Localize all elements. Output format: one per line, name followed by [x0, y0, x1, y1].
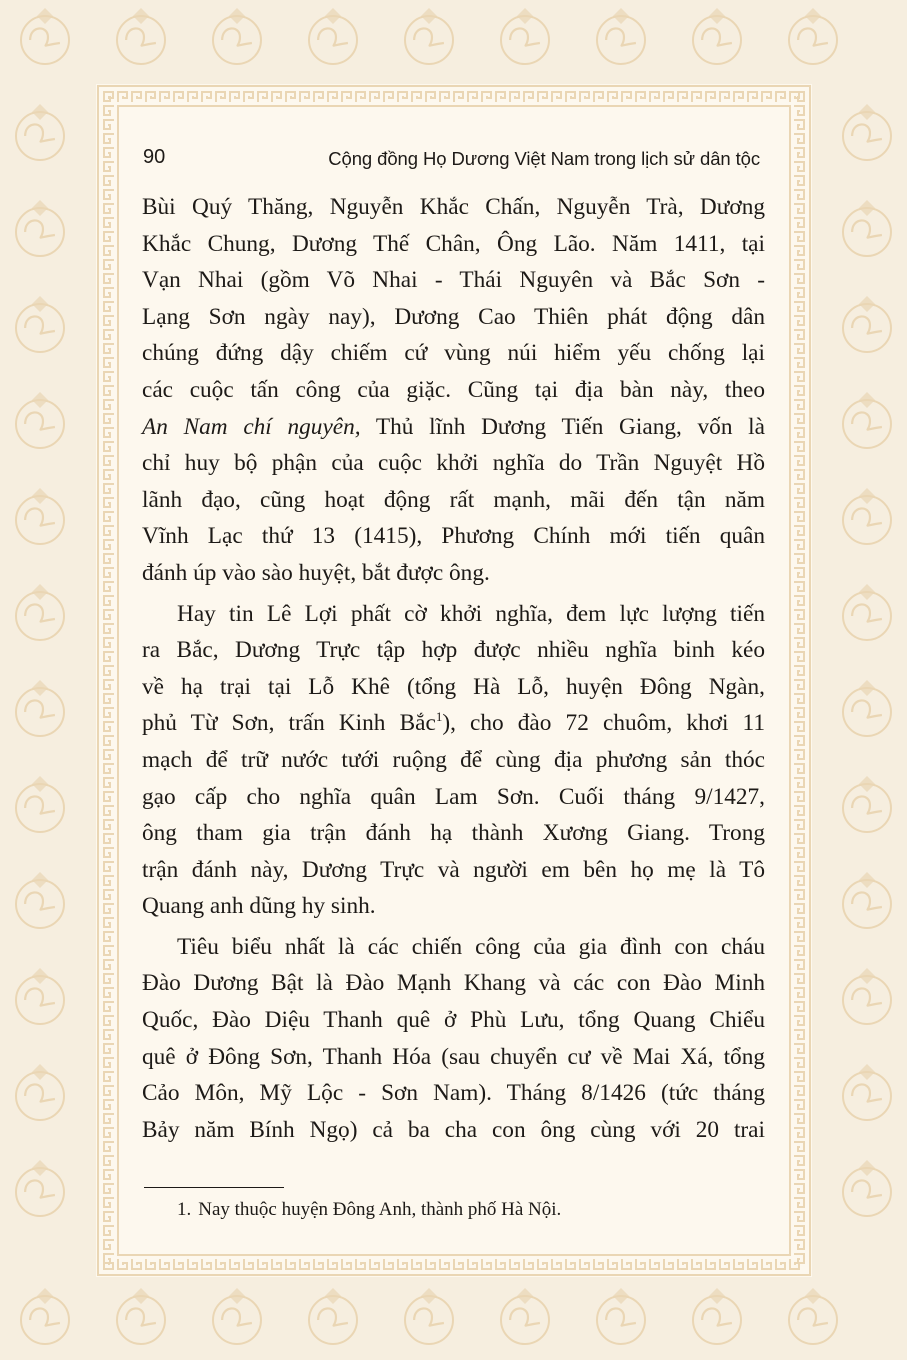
text-line: Cảo Môn, Mỹ Lộc - Sơn Nam). Tháng 8/1426 (tức tháng — [142, 1080, 765, 1107]
text-line: gạo cấp cho nghĩa quân Lam Sơn. Cuối tháng 9/1427, — [142, 783, 765, 810]
dragon-medallion-icon — [16, 968, 64, 1024]
text-line: ra Bắc, Dương Trực tập hợp được nhiều nghĩa binh kéo — [142, 637, 765, 664]
text-line: các cuộc tấn công của giặc. Cũng tại địa bàn này, theo — [142, 376, 765, 403]
dragon-medallion-icon — [843, 392, 891, 448]
paragraph-3 — [142, 929, 765, 1149]
dragon-medallion-icon — [16, 1160, 64, 1216]
text-fragment: ), cho đào 72 chuôm, khơi 11 — [442, 710, 765, 737]
text-line: Vạn Nhai (gồm Võ Nhai - Thái Nguyên và Bắc Sơn - — [142, 267, 765, 294]
dragon-medallion-icon — [789, 8, 837, 64]
text-line: quê ở Đông Sơn, Thanh Hóa (sau chuyển cư về Mai Xá, tổng — [142, 1043, 765, 1070]
text-line: mạch để trữ nước tưới ruộng để cùng địa phương sản thóc — [142, 746, 765, 773]
text-line: Đào Dương Bật là Đào Mạnh Khang và các con Đào Minh — [142, 970, 765, 997]
body-text — [142, 189, 765, 1148]
dragon-medallion-icon — [405, 1288, 453, 1344]
dragon-medallion-icon — [117, 1288, 165, 1344]
text-line: lãnh đạo, cũng hoạt động rất mạnh, mãi đến tận năm — [142, 486, 765, 513]
dragon-medallion-icon — [843, 1064, 891, 1120]
text-line: trận đánh này, Dương Trực và người em bên họ mẹ là Tô — [142, 856, 765, 883]
footnote-text: Nay thuộc huyện Đông Anh, thành phố Hà Nội. — [198, 1199, 562, 1220]
dragon-medallion-icon — [843, 104, 891, 160]
page-number: 90 — [143, 146, 166, 168]
dragon-medallion-icon — [843, 776, 891, 832]
dragon-medallion-icon — [16, 104, 64, 160]
dragon-medallion-icon — [501, 1288, 549, 1344]
dragon-medallion-icon — [16, 1064, 64, 1120]
dragon-medallion-icon — [16, 584, 64, 640]
text-line: đánh úp vào sào huyệt, bắt được ông. — [142, 559, 490, 586]
dragon-medallion-icon — [789, 1288, 837, 1344]
text-line: Bảy năm Bính Ngọ) cả ba cha con ông cùng với 20 trai — [142, 1116, 765, 1143]
dragon-medallion-icon — [21, 1288, 69, 1344]
dragon-medallion-icon — [213, 8, 261, 64]
dragon-medallion-icon — [309, 8, 357, 64]
dragon-medallion-icon — [597, 8, 645, 64]
dragon-medallion-icon — [16, 488, 64, 544]
footnote — [177, 1198, 561, 1222]
footnote-reference: 1 — [435, 709, 443, 725]
dragon-medallion-icon — [843, 584, 891, 640]
dragon-medallion-icon — [117, 8, 165, 64]
text-line: Bùi Quý Thăng, Nguyễn Khắc Chấn, Nguyễn Trà, Dương — [142, 194, 765, 220]
footnote-number: 1. — [177, 1199, 192, 1220]
text-fragment: phủ Từ Sơn, trấn Kinh Bắc — [142, 710, 436, 737]
dragon-medallion-icon — [16, 680, 64, 736]
dragon-medallion-icon — [501, 8, 549, 64]
dragon-medallion-icon — [843, 680, 891, 736]
text-line: về hạ trại tại Lỗ Khê (tổng Hà Lỗ, huyện Đông Ngàn, — [142, 673, 765, 700]
text-line: ông tham gia trận đánh hạ thành Xương Giang. Trong — [142, 820, 765, 847]
text-line: Hay tin Lê Lợi phất cờ khởi nghĩa, đem lực lượng tiến — [177, 600, 765, 627]
text-line: Tiêu biểu nhất là các chiến công của gia đình con cháu — [177, 933, 765, 960]
dragon-medallion-icon — [843, 200, 891, 256]
dragon-medallion-icon — [16, 872, 64, 928]
text-line: Quốc, Đào Diệu Thanh quê ở Phù Lưu, tổng Quang Chiểu — [142, 1007, 765, 1034]
running-title: Cộng đồng Họ Dương Việt Nam trong lịch sử dân tộc — [328, 148, 760, 169]
dragon-medallion-icon — [213, 1288, 261, 1344]
text-line — [142, 705, 765, 742]
text-line: Vĩnh Lạc thứ 13 (1415), Phương Chính mới tiến quân — [142, 523, 765, 550]
book-title: An Nam chí nguyên, — [142, 413, 361, 440]
footnote-divider — [144, 1187, 284, 1188]
page-paper — [96, 84, 812, 1277]
dragon-medallion-icon — [843, 488, 891, 544]
text-line: Quang anh dũng hy sinh. — [142, 893, 376, 920]
paragraph-1 — [142, 189, 765, 592]
dragon-medallion-icon — [693, 8, 741, 64]
dragon-medallion-icon — [843, 1160, 891, 1216]
text-line: chúng đứng dậy chiếm cứ vùng núi hiểm yếu chống lại — [142, 340, 765, 367]
dragon-medallion-icon — [16, 392, 64, 448]
text-line — [142, 409, 765, 446]
text-line: chỉ huy bộ phận của cuộc khởi nghĩa do Trần Nguyệt Hồ — [142, 450, 765, 477]
dragon-medallion-icon — [309, 1288, 357, 1344]
dragon-medallion-icon — [405, 8, 453, 64]
text-line: Khắc Chung, Dương Thế Chân, Ông Lão. Năm 1411, tại — [142, 230, 765, 257]
dragon-medallion-icon — [16, 776, 64, 832]
paragraph-2 — [142, 596, 765, 925]
dragon-medallion-icon — [693, 1288, 741, 1344]
dragon-medallion-icon — [843, 872, 891, 928]
dragon-medallion-icon — [16, 296, 64, 352]
dragon-medallion-icon — [597, 1288, 645, 1344]
text-line: Lạng Sơn ngày nay), Dương Cao Thiên phát động dân — [142, 303, 765, 330]
dragon-medallion-icon — [843, 968, 891, 1024]
dragon-medallion-icon — [21, 8, 69, 64]
page-header — [143, 146, 760, 176]
dragon-medallion-icon — [16, 200, 64, 256]
dragon-medallion-icon — [843, 296, 891, 352]
text-fragment: Thủ lĩnh Dương Tiến Giang, vốn là — [360, 413, 765, 440]
